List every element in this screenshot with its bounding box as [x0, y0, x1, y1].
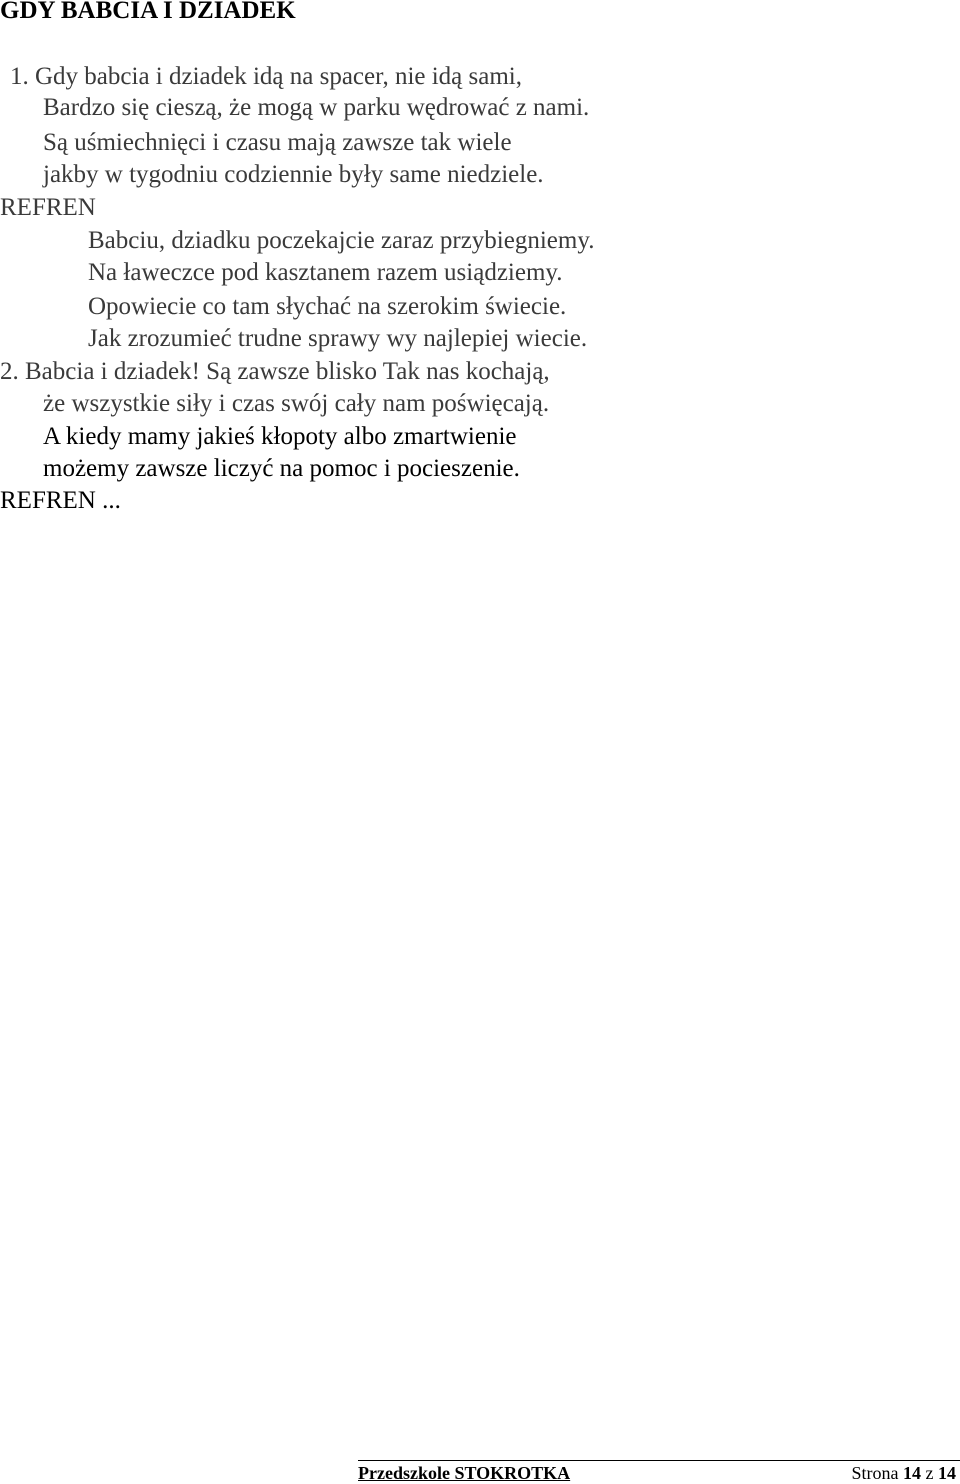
page-total: 14: [938, 1463, 956, 1483]
page-current: 14: [903, 1463, 921, 1483]
footer-rule: [358, 1460, 960, 1461]
page-separator: z: [925, 1463, 934, 1483]
verse-1-line-1: 1. Gdy babcia i dziadek idą na spacer, nie idą sami,: [10, 63, 522, 90]
verse-1-line-3: Są uśmiechnięci i czasu mają zawsze tak wiele: [43, 129, 512, 156]
refren-repeat: REFREN ...: [0, 487, 121, 514]
refren-line-2: Na ławeczce pod kasztanem razem usiądziemy.: [88, 259, 563, 286]
verse-2-line-4: możemy zawsze liczyć na pomoc i pocieszenie.: [43, 455, 520, 482]
footer-school-name: Przedszkole STOKROTKA: [358, 1463, 571, 1483]
page-word: Strona: [851, 1463, 899, 1483]
refren-line-4: Jak zrozumieć trudne sprawy wy najlepiej wiecie.: [88, 325, 588, 352]
verse-2-line-1: 2. Babcia i dziadek! Są zawsze blisko Tak nas kochają,: [0, 358, 550, 385]
song-title: GDY BABCIA I DZIADEK: [0, 0, 296, 24]
verse-2-line-2: że wszystkie siły i czas swój cały nam poświęcają.: [43, 390, 550, 417]
refren-line-1: Babciu, dziadku poczekajcie zaraz przybiegniemy.: [88, 227, 595, 254]
verse-1-line-4: jakby w tygodniu codziennie były same niedziele.: [43, 161, 544, 188]
refren-line-3: Opowiecie co tam słychać na szerokim świecie.: [88, 293, 567, 320]
refren-label: REFREN: [0, 194, 96, 221]
verse-1-line-2: Bardzo się cieszą, że mogą w parku wędrować z nami.: [43, 94, 590, 121]
verse-2-line-3: A kiedy mamy jakieś kłopoty albo zmartwienie: [43, 423, 517, 450]
